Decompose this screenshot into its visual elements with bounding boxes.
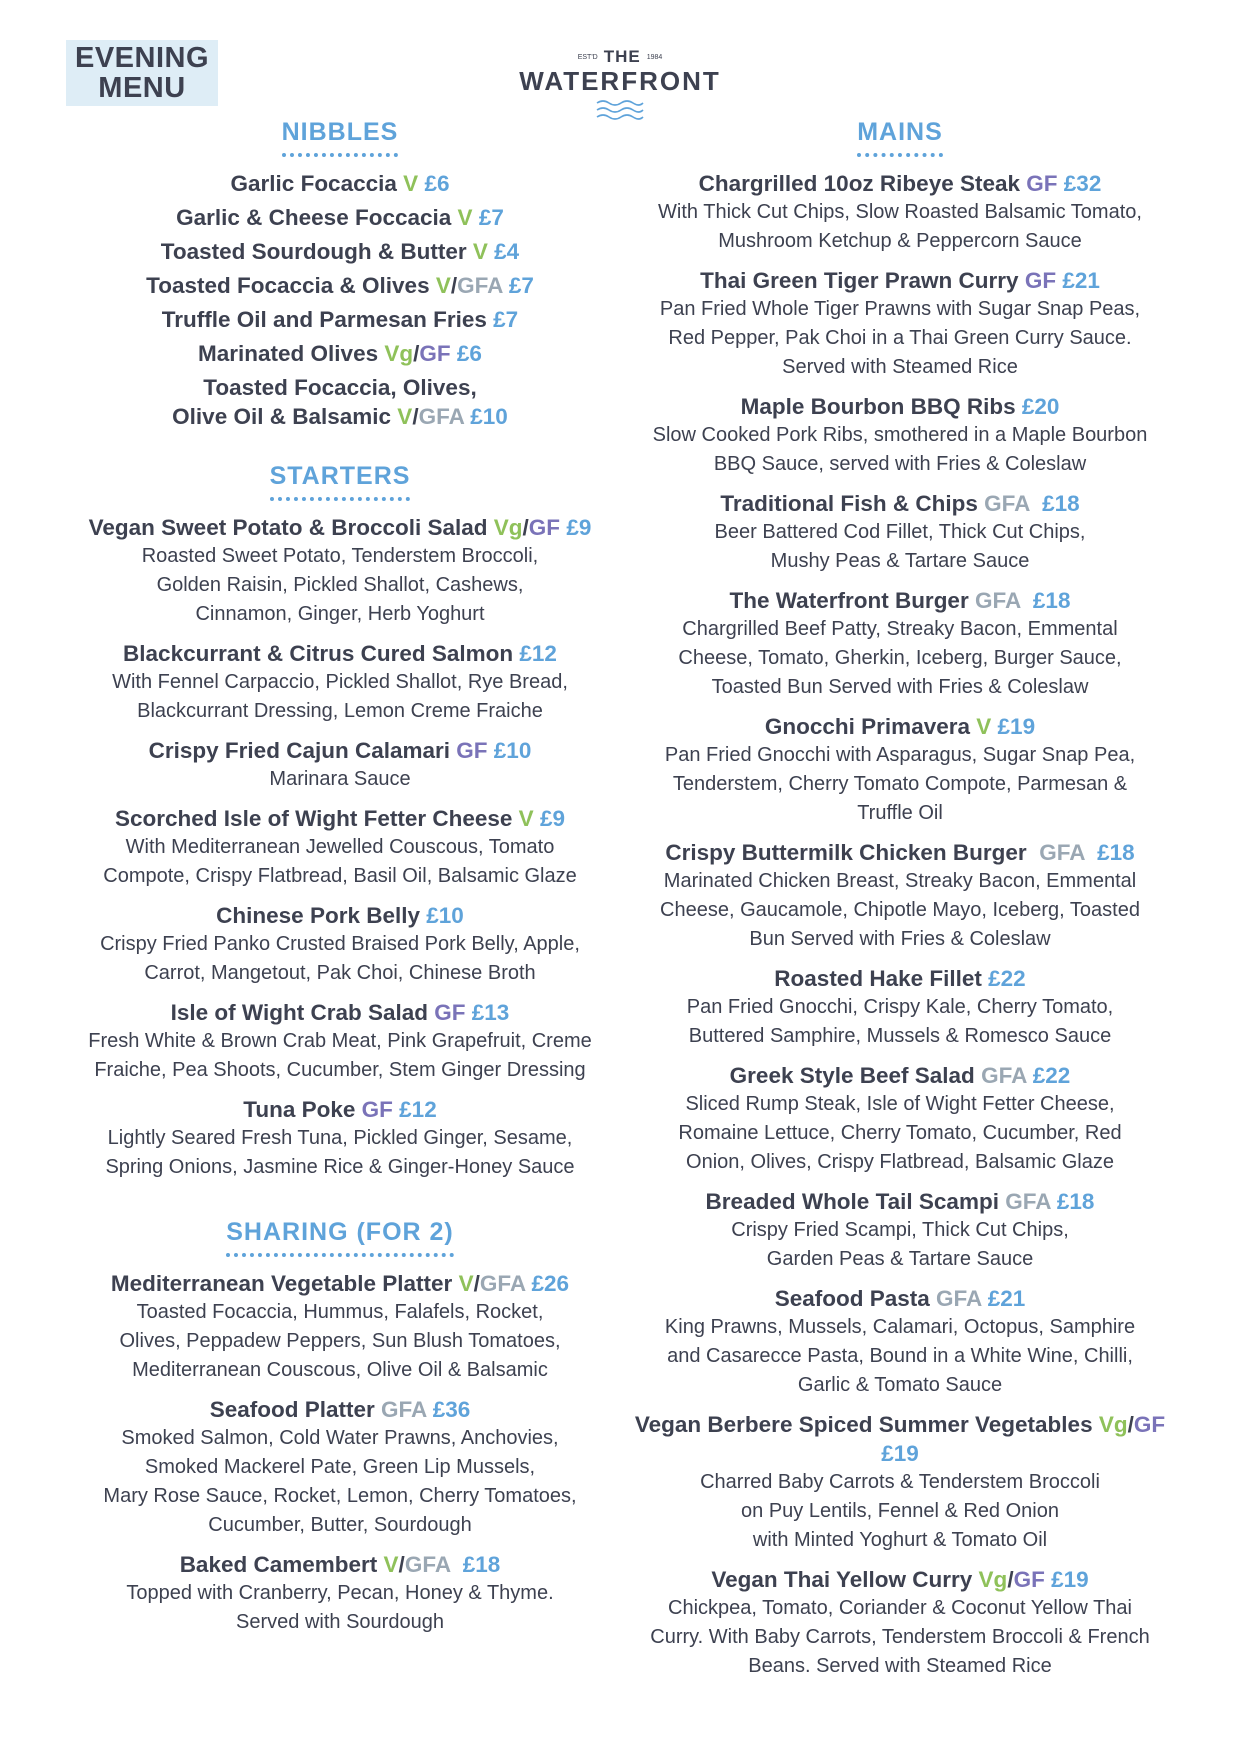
item-title: [620, 1284, 1180, 1313]
menu-item: [620, 169, 1180, 256]
item-description: Mushy Peas & Tartare Sauce: [770, 550, 1030, 572]
item-description: King Prawns, Mussels, Calamari, Octopus, Samphire: [664, 1316, 1136, 1338]
dietary-tag-gf: GF: [1024, 268, 1057, 293]
menu-title-line1: EVENING: [74, 42, 210, 74]
item-price: £32: [1063, 171, 1102, 196]
item-description: With Thick Cut Chips, Slow Roasted Balsamic Tomato,: [658, 201, 1142, 223]
item-price: £12: [399, 1097, 437, 1122]
item-price: £19: [881, 1441, 919, 1466]
dietary-tag-gf: GF: [419, 341, 451, 366]
menu-item: [620, 1410, 1180, 1555]
item-description: on Puy Lentils, Fennel & Red Onion: [741, 1500, 1059, 1522]
menu-item: [60, 1095, 620, 1182]
item-price: £10: [493, 738, 532, 763]
item-description: Smoked Salmon, Cold Water Prawns, Anchovies,: [121, 1427, 559, 1449]
item-description: Cheese, Tomato, Gherkin, Iceberg, Burger Sauce,: [678, 647, 1122, 669]
item-description: Crispy Fried Scampi, Thick Cut Chips,: [731, 1219, 1069, 1241]
item-name: Seafood Pasta: [774, 1286, 930, 1311]
item-title: [620, 169, 1180, 198]
dietary-tag-v: V: [457, 205, 473, 230]
item-description: Cheese, Gaucamole, Chipotle Mayo, Iceberg, Toasted: [660, 899, 1140, 921]
item-description: BBQ Sauce, served with Fries & Coleslaw: [713, 453, 1087, 475]
item-title: [620, 266, 1180, 295]
mains-list: [620, 169, 1180, 1681]
menu-item: [60, 305, 620, 334]
item-name: Toasted Focaccia, Olives,: [203, 375, 477, 400]
menu-item: [60, 339, 620, 368]
item-description: Truffle Oil: [857, 802, 943, 824]
item-description: Garden Peas & Tartare Sauce: [766, 1248, 1034, 1270]
item-price: £22: [988, 966, 1026, 991]
tag-separator: /: [398, 1552, 405, 1577]
menu-item: [620, 1187, 1180, 1274]
item-name: Greek Style Beef Salad: [729, 1063, 975, 1088]
menu-item: [620, 838, 1180, 954]
item-description: Olives, Peppadew Peppers, Sun Blush Tomatoes,: [119, 1330, 561, 1352]
mains-heading: MAINS: [857, 118, 943, 157]
item-description: Sliced Rump Steak, Isle of Wight Fetter Cheese,: [685, 1093, 1115, 1115]
tag-separator: /: [473, 1271, 480, 1296]
item-price: £19: [1051, 1567, 1089, 1592]
menu-item: [60, 804, 620, 891]
item-title: [620, 1187, 1180, 1216]
item-price: £7: [508, 273, 534, 298]
item-description: Mediterranean Couscous, Olive Oil & Balsamic: [132, 1359, 548, 1381]
item-name: Garlic Focaccia: [230, 171, 397, 196]
item-description: Beer Battered Cod Fillet, Thick Cut Chips,: [714, 521, 1086, 543]
item-name: Tuna Poke: [243, 1097, 356, 1122]
dietary-tag-v: V: [435, 273, 451, 298]
item-name: Blackcurrant & Citrus Cured Salmon: [123, 641, 514, 666]
item-description: Charred Baby Carrots & Tenderstem Broccoli: [700, 1471, 1100, 1493]
item-description: Fresh White & Brown Crab Meat, Pink Grapefruit, Creme: [88, 1030, 592, 1052]
dietary-tag-gfa: GFA: [418, 404, 464, 429]
menu-item: [60, 203, 620, 232]
item-price: £18: [1035, 491, 1080, 516]
item-price: £36: [432, 1397, 471, 1422]
dietary-tag-v: V: [458, 1271, 474, 1296]
dietary-tag-v: V: [976, 714, 992, 739]
menu-item: [60, 513, 620, 629]
item-title: [60, 513, 620, 542]
item-name: Toasted Focaccia & Olives: [146, 273, 430, 298]
tag-separator: /: [413, 341, 420, 366]
item-description: Fraiche, Pea Shoots, Cucumber, Stem Ginger Dressing: [94, 1059, 586, 1081]
dietary-tag-gfa: GFA: [457, 273, 503, 298]
item-price: £7: [478, 205, 504, 230]
sharing-list: [60, 1269, 620, 1637]
dietary-tag-v: Vg: [493, 515, 523, 540]
item-description: Served with Sourdough: [236, 1611, 444, 1633]
item-title: [60, 1395, 620, 1424]
dietary-tag-gf: GF: [434, 1000, 466, 1025]
tag-separator: /: [412, 404, 419, 429]
tag-separator: /: [1007, 1567, 1014, 1592]
item-description: Curry. With Baby Carrots, Tenderstem Broccoli & French: [650, 1626, 1150, 1648]
starters-list: [60, 513, 620, 1182]
item-title: [620, 712, 1180, 741]
dietary-tag-gfa: GFA: [1005, 1189, 1051, 1214]
item-description: Bun Served with Fries & Coleslaw: [749, 928, 1051, 950]
menu-item: [620, 1284, 1180, 1400]
menu-item: [60, 736, 620, 794]
item-title: [60, 1269, 620, 1298]
menu-title-badge: [66, 40, 218, 106]
item-description: Pan Fried Gnocchi, Crispy Kale, Cherry Tomato,: [686, 996, 1114, 1018]
item-title: [60, 305, 620, 334]
item-price: £10: [470, 404, 508, 429]
item-name: Toasted Sourdough & Butter: [160, 239, 467, 264]
item-price: £4: [494, 239, 520, 264]
item-description: Slow Cooked Pork Ribs, smothered in a Maple Bourbon: [652, 424, 1148, 446]
item-title: [60, 804, 620, 833]
item-title: [60, 736, 620, 765]
menu-item: [60, 169, 620, 198]
item-name: Chargrilled 10oz Ribeye Steak: [698, 171, 1021, 196]
item-price: £26: [531, 1271, 570, 1296]
item-price: £12: [519, 641, 557, 666]
item-description: Chargrilled Beef Patty, Streaky Bacon, Emmental: [682, 618, 1118, 640]
item-name: Baked Camembert: [179, 1552, 378, 1577]
item-description: Topped with Cranberry, Pecan, Honey & Thyme.: [126, 1582, 554, 1604]
item-title: [60, 339, 620, 368]
left-column: [60, 110, 620, 1647]
item-price: £18: [456, 1552, 501, 1577]
item-description: Crispy Fried Panko Crusted Braised Pork Belly, Apple,: [100, 933, 580, 955]
item-description: Toasted Focaccia, Hummus, Falafels, Rocket,: [136, 1301, 544, 1323]
item-description: Lightly Seared Fresh Tuna, Pickled Ginger, Sesame,: [107, 1127, 573, 1149]
item-title: [60, 901, 620, 930]
item-price: £18: [1056, 1189, 1095, 1214]
item-description: With Fennel Carpaccio, Pickled Shallot, Rye Bread,: [112, 671, 568, 693]
item-title: [620, 1565, 1180, 1594]
menu-item: [620, 964, 1180, 1051]
dietary-tag-gfa: GFA: [936, 1286, 982, 1311]
dietary-tag-gfa: GFA: [981, 1063, 1027, 1088]
item-title: [620, 838, 1180, 867]
item-price: £9: [566, 515, 592, 540]
item-name: Vegan Thai Yellow Curry: [711, 1567, 973, 1592]
item-title: [620, 964, 1180, 993]
item-description: Cinnamon, Ginger, Herb Yoghurt: [195, 603, 485, 625]
item-price: £21: [987, 1286, 1026, 1311]
dietary-tag-v: Vg: [1098, 1412, 1128, 1437]
item-price: £22: [1032, 1063, 1071, 1088]
menu-item: [60, 1269, 620, 1385]
item-name: Gnocchi Primavera: [764, 714, 970, 739]
menu-item: [620, 586, 1180, 702]
right-column: [620, 110, 1180, 1691]
item-title: [620, 586, 1180, 615]
item-name: Chinese Pork Belly: [216, 903, 421, 928]
item-description: Pan Fried Gnocchi with Asparagus, Sugar Snap Pea,: [664, 744, 1136, 766]
item-description: Served with Steamed Rice: [782, 356, 1018, 378]
menu-item: [60, 901, 620, 988]
item-name: Crispy Buttermilk Chicken Burger: [665, 840, 1027, 865]
item-description: Buttered Samphire, Mussels & Romesco Sauce: [688, 1025, 1112, 1047]
item-name: Garlic & Cheese Foccacia: [176, 205, 452, 230]
item-name: Scorched Isle of Wight Fetter Cheese: [115, 806, 513, 831]
menu-title-line2: MENU: [98, 72, 186, 104]
item-name: Maple Bourbon BBQ Ribs: [740, 394, 1016, 419]
item-price: £13: [471, 1000, 510, 1025]
menu-item: [60, 373, 620, 431]
item-description: Smoked Mackerel Pate, Green Lip Mussels,: [144, 1456, 536, 1478]
item-title: [60, 203, 620, 232]
nibbles-heading: NIBBLES: [282, 118, 399, 157]
item-description: with Minted Yoghurt & Tomato Oil: [752, 1529, 1048, 1551]
menu-item: [620, 266, 1180, 382]
item-description: Carrot, Mangetout, Pak Choi, Chinese Broth: [144, 962, 536, 984]
logo-est-left: EST'D: [577, 53, 598, 61]
item-title: [60, 1550, 620, 1579]
dietary-tag-gf: GF: [361, 1097, 393, 1122]
item-title: [60, 169, 620, 198]
tag-separator: /: [1127, 1412, 1134, 1437]
item-description: Compote, Crispy Flatbread, Basil Oil, Balsamic Glaze: [103, 865, 577, 887]
item-name: Traditional Fish & Chips: [720, 491, 978, 516]
dietary-tag-gfa: GFA: [479, 1271, 526, 1296]
logo-the: THE: [603, 47, 641, 66]
dietary-tag-v: V: [472, 239, 488, 264]
menu-item: [620, 1061, 1180, 1177]
dietary-tag-gfa: GFA: [984, 491, 1030, 516]
item-title: [620, 489, 1180, 518]
item-name: Olive Oil & Balsamic: [172, 404, 392, 429]
item-price: £6: [456, 341, 482, 366]
item-name: Isle of Wight Crab Salad: [170, 1000, 428, 1025]
item-description: Mary Rose Sauce, Rocket, Lemon, Cherry Tomatoes,: [103, 1485, 577, 1507]
dietary-tag-gfa: GFA: [974, 588, 1021, 613]
dietary-tag-v: V: [383, 1552, 399, 1577]
item-description: Romaine Lettuce, Cherry Tomato, Cucumber, Red: [678, 1122, 1122, 1144]
item-name: The Waterfront Burger: [729, 588, 969, 613]
dietary-tag-gf: GF: [1026, 171, 1058, 196]
menu-item: [60, 1395, 620, 1540]
dietary-tag-v: Vg: [978, 1567, 1008, 1592]
menu-item: [620, 1565, 1180, 1681]
item-description: Spring Onions, Jasmine Rice & Ginger-Honey Sauce: [105, 1156, 575, 1178]
item-price: £21: [1062, 268, 1100, 293]
item-description: Mushroom Ketchup & Peppercorn Sauce: [718, 230, 1082, 252]
dietary-tag-gf: GF: [456, 738, 488, 763]
dietary-tag-gf: GF: [1133, 1412, 1166, 1437]
dietary-tag-gf: GF: [528, 515, 561, 540]
dietary-tag-v: V: [397, 404, 413, 429]
item-description: Blackcurrant Dressing, Lemon Creme Fraiche: [137, 700, 543, 722]
item-description: Golden Raisin, Pickled Shallot, Cashews,: [156, 574, 524, 596]
item-title: [60, 998, 620, 1027]
dietary-tag-gfa: GFA: [1032, 840, 1085, 865]
menu-item: [60, 271, 620, 300]
dietary-tag-gfa: GFA: [404, 1552, 451, 1577]
item-description: Chickpea, Tomato, Coriander & Coconut Yellow Thai: [668, 1597, 1132, 1619]
logo-name: WATERFRONT: [519, 65, 721, 96]
tag-separator: /: [450, 273, 458, 298]
dietary-tag-v: V: [403, 171, 419, 196]
item-description: Garlic & Tomato Sauce: [797, 1374, 1003, 1396]
item-description: Marinara Sauce: [269, 768, 411, 790]
dietary-tag-gf: GF: [1013, 1567, 1045, 1592]
nibbles-list: [60, 169, 620, 431]
item-price: £18: [1026, 588, 1071, 613]
menu-item: [620, 712, 1180, 828]
menu-item: [620, 392, 1180, 479]
item-description: Marinated Chicken Breast, Streaky Bacon, Emmental: [663, 870, 1137, 892]
item-name: Vegan Berbere Spiced Summer Vegetables: [634, 1412, 1093, 1437]
item-description: Tenderstem, Cherry Tomato Compote, Parmesan &: [672, 773, 1128, 795]
item-title: [60, 237, 620, 266]
item-description: Cucumber, Butter, Sourdough: [208, 1514, 472, 1536]
item-description: and Casarecce Pasta, Bound in a White Wine, Chilli,: [667, 1345, 1133, 1367]
logo-est-right: 1984: [646, 53, 663, 61]
sharing-heading: SHARING (FOR 2): [226, 1218, 454, 1257]
item-name: Truffle Oil and Parmesan Fries: [161, 307, 487, 332]
menu-item: [60, 237, 620, 266]
menu-item: [60, 639, 620, 726]
item-description: Red Pepper, Pak Choi in a Thai Green Curry Sauce.: [668, 327, 1132, 349]
starters-heading: STARTERS: [270, 462, 411, 501]
item-title: [620, 1061, 1180, 1090]
item-description: Pan Fried Whole Tiger Prawns with Sugar Snap Peas,: [659, 298, 1141, 320]
item-price: £19: [997, 714, 1036, 739]
item-name: Crispy Fried Cajun Calamari: [148, 738, 451, 763]
menu-item: [620, 489, 1180, 576]
item-price: £6: [424, 171, 450, 196]
item-name: Vegan Sweet Potato & Broccoli Salad: [88, 515, 488, 540]
item-description: With Mediterranean Jewelled Couscous, Tomato: [125, 836, 555, 858]
item-description: Toasted Bun Served with Fries & Coleslaw: [711, 676, 1089, 698]
menu-item: [60, 998, 620, 1085]
dietary-tag-gfa: GFA: [381, 1397, 427, 1422]
tag-separator: /: [522, 515, 529, 540]
item-price: £20: [1021, 394, 1060, 419]
item-price: £10: [426, 903, 464, 928]
item-title: [60, 1095, 620, 1124]
item-title: [620, 1410, 1180, 1468]
item-name: Breaded Whole Tail Scampi: [705, 1189, 999, 1214]
item-title: [620, 392, 1180, 421]
item-price: £18: [1090, 840, 1135, 865]
item-title: [60, 271, 620, 300]
item-name: Roasted Hake Fillet: [774, 966, 982, 991]
dietary-tag-v: Vg: [384, 341, 414, 366]
item-description: Roasted Sweet Potato, Tenderstem Broccoli,: [141, 545, 539, 567]
item-title: [60, 639, 620, 668]
item-name: Marinated Olives: [198, 341, 379, 366]
item-name: Thai Green Tiger Prawn Curry: [700, 268, 1019, 293]
item-price: £9: [539, 806, 565, 831]
item-price: £7: [493, 307, 519, 332]
menu-item: [60, 1550, 620, 1637]
item-description: Onion, Olives, Crispy Flatbread, Balsamic Glaze: [686, 1151, 1114, 1173]
dietary-tag-v: V: [518, 806, 534, 831]
item-title: [60, 373, 620, 431]
item-description: Beans. Served with Steamed Rice: [748, 1655, 1052, 1677]
item-name: Mediterranean Vegetable Platter: [110, 1271, 453, 1296]
item-name: Seafood Platter: [209, 1397, 375, 1422]
